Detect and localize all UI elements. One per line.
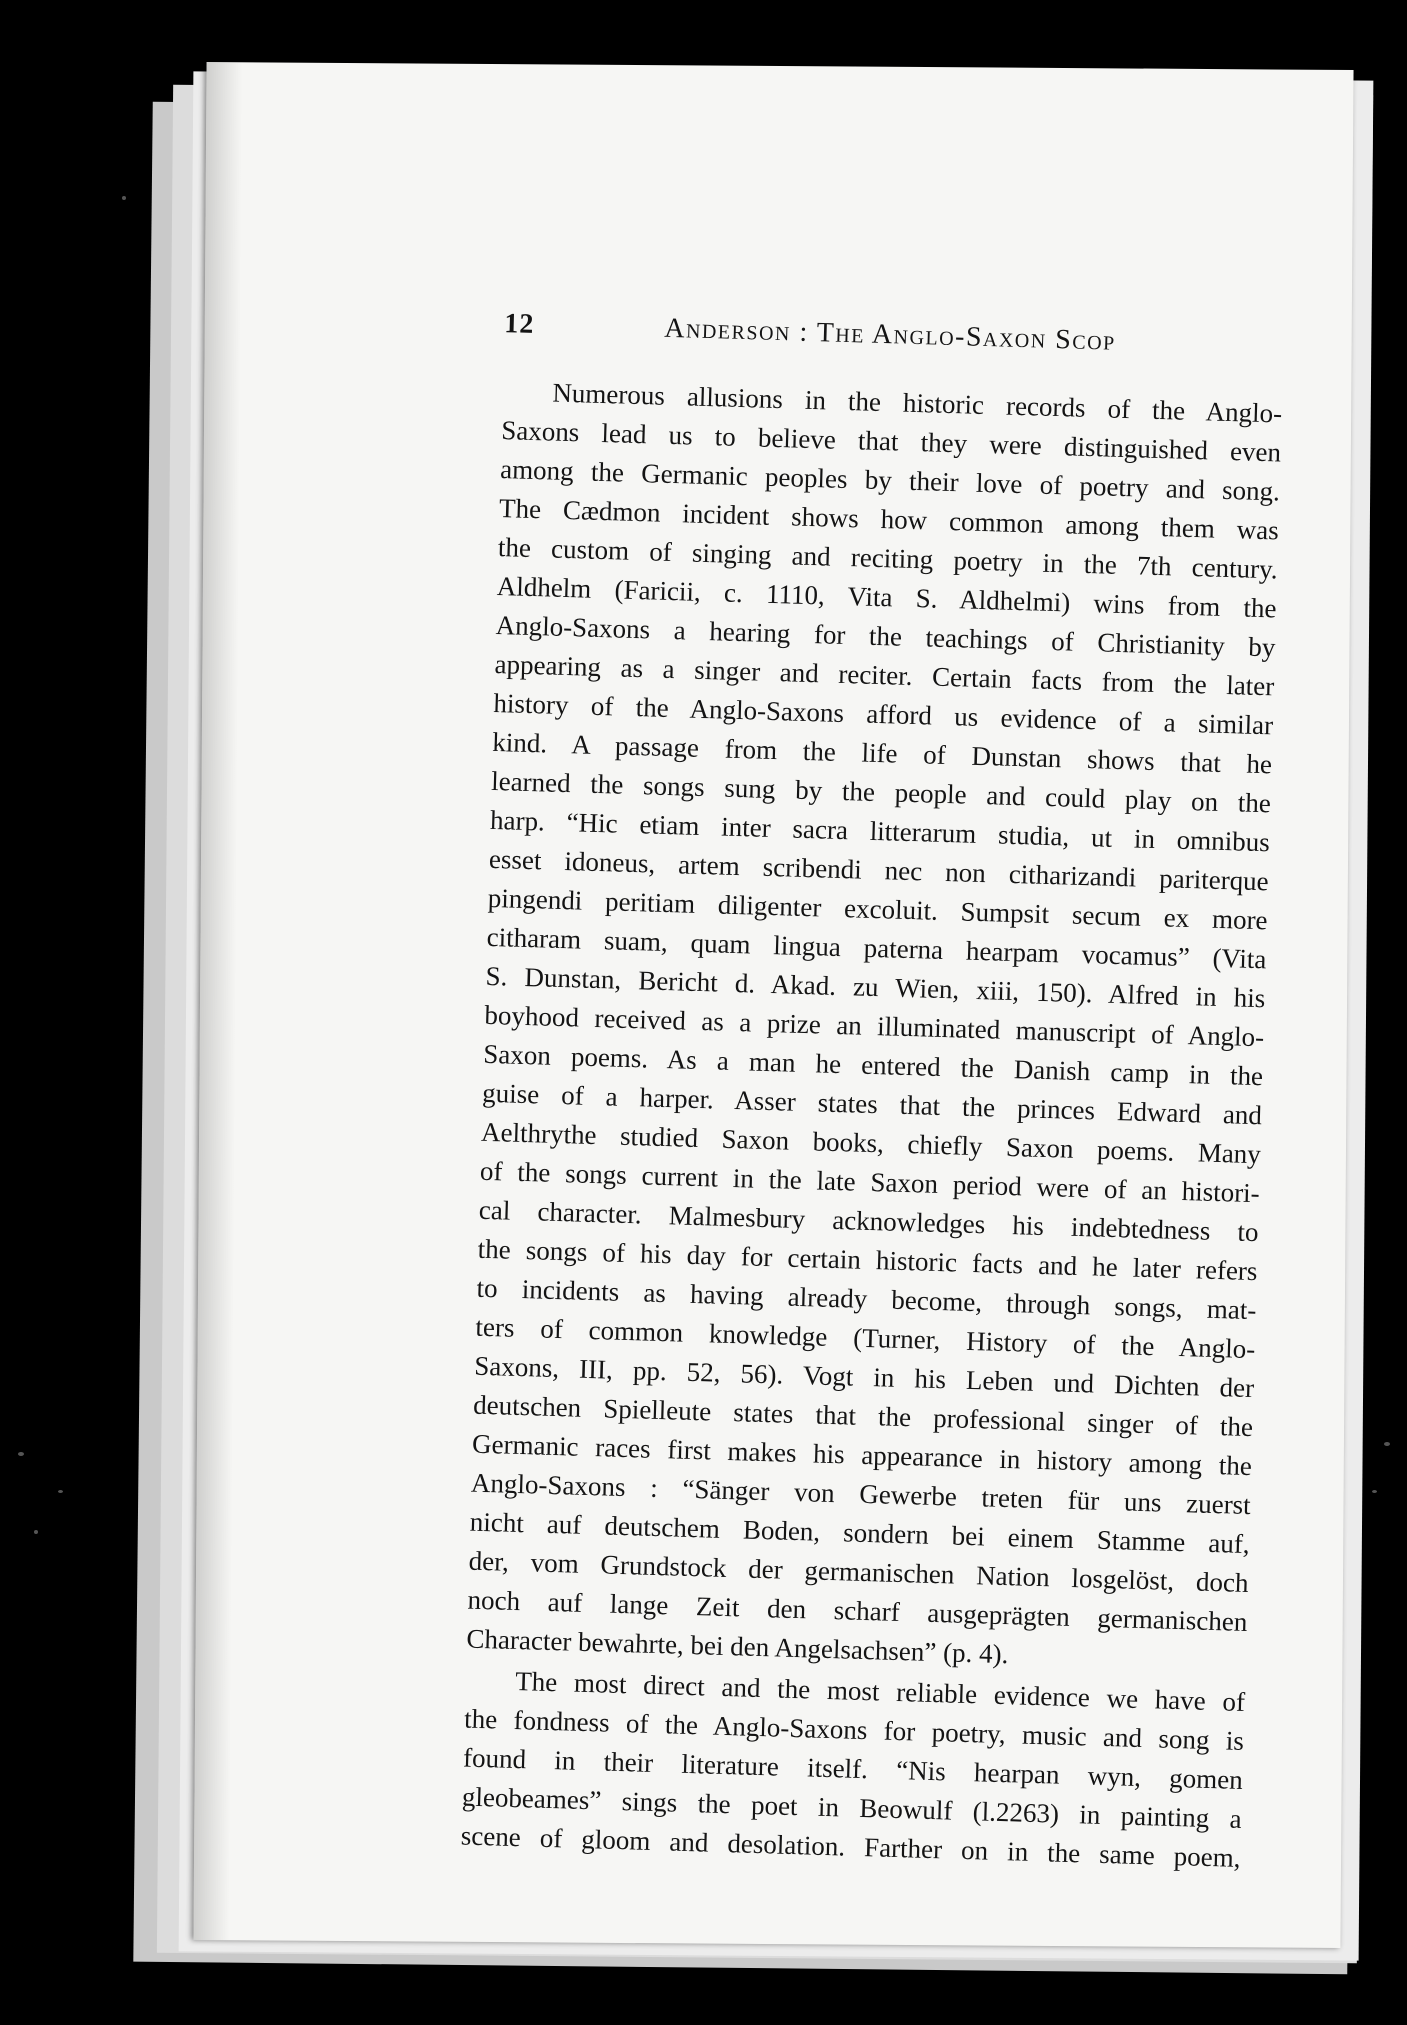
- scan-speck: [122, 196, 126, 200]
- text-line: to incidents as having already become, through songs, mat-: [476, 1272, 1257, 1326]
- text-line: Saxon poems. As a man he entered the Danish camp in the: [482, 1038, 1264, 1092]
- text-line: found in their literature itself. “Nis hearpan wyn, gomen: [462, 1742, 1244, 1795]
- scan-speck: [18, 1452, 24, 1456]
- page-number: 12: [503, 308, 535, 340]
- scan-speck: [1372, 1490, 1377, 1493]
- text-line: The Cædmon incident shows how common among them was: [498, 493, 1280, 546]
- text-line: ters of common knowledge (Turner, History of the Anglo-: [475, 1311, 1256, 1365]
- text-line: deutschen Spielleute states that the professional singer of the: [472, 1389, 1254, 1443]
- text-line: Saxons, III, pp. 52, 56). Vogt in his Leben und Dichten der: [473, 1350, 1255, 1404]
- text-line: citharam suam, quam lingua paterna hearpam vocamus” (Vita: [486, 921, 1267, 975]
- text-line: among the Germanic peoples by their love of poetry and song.: [499, 454, 1281, 507]
- text-line: harp. “Hic etiam inter sacra litterarum studia, ut in omnibus: [489, 804, 1271, 858]
- text-line: Saxons lead us to believe that they were distinguished even: [500, 415, 1282, 468]
- text-line: Anglo-Saxons : “Sänger von Gewerbe treten für uns zuerst: [470, 1467, 1252, 1521]
- text-line: of the songs current in the late Saxon period were of an histori-: [479, 1155, 1261, 1209]
- text-line: gleobeames” sings the poet in Beowulf (l.2263) in painting a: [461, 1781, 1243, 1834]
- text-line: S. Dunstan, Bericht d. Akad. zu Wien, xiii, 150). Alfred in his: [485, 960, 1266, 1014]
- text-line: Numerous allusions in the historic records of the Anglo-: [552, 377, 1283, 429]
- scan-speck: [34, 1530, 38, 1534]
- text-line: pingendi peritiam diligenter excoluit. Sumpsit secum ex more: [487, 882, 1268, 936]
- text-line: the songs of his day for certain historic facts and he later refers: [477, 1233, 1258, 1287]
- text-line: der, vom Grundstock der germanischen Nation losgelöst, doch: [468, 1545, 1249, 1599]
- text-line: the custom of singing and reciting poetry in the 7th century.: [497, 532, 1279, 585]
- text-line: cal character. Malmesbury acknowledges his indebtedness to: [478, 1194, 1259, 1248]
- text-line: Aldhelm (Faricii, c. 1110, Vita S. Aldhelmi) wins from the: [496, 570, 1277, 624]
- paragraph-2: [460, 1661, 1245, 1878]
- running-title: Anderson : The Anglo-Saxon Scop: [663, 312, 1117, 357]
- page-content: [460, 308, 1284, 1878]
- text-line: noch auf lange Zeit den scharf ausgeprägten germanischen: [467, 1584, 1248, 1638]
- text-line: Anglo-Saxons a hearing for the teachings of Christianity by: [495, 609, 1276, 663]
- text-line: The most direct and the most reliable evidence we have of: [514, 1665, 1246, 1717]
- text-line: guise of a harper. Asser states that the princes Edward and: [481, 1077, 1263, 1131]
- text-line: scene of gloom and desolation. Farther on in the same poem,: [460, 1820, 1241, 1873]
- scan-speck: [1384, 1442, 1390, 1446]
- text-line: the fondness of the Anglo-Saxons for poetry, music and song is: [463, 1703, 1245, 1756]
- scan-speck: [58, 1490, 63, 1493]
- text-line: learned the songs sung by the people and could play on the: [490, 765, 1272, 819]
- text-line: Germanic races first makes his appearance in history among the: [471, 1428, 1253, 1482]
- text-line: kind. A passage from the life of Dunstan shows that he: [491, 726, 1273, 780]
- text-line: nicht auf deutschem Boden, sondern bei einem Stamme auf,: [469, 1506, 1251, 1560]
- book-page: [193, 62, 1353, 1948]
- text-line: Character bewahrte, bei den Angelsachsen” (p. 4).: [466, 1623, 1009, 1670]
- text-line: history of the Anglo-Saxons afford us evidence of a similar: [493, 687, 1274, 741]
- text-line: boyhood received as a prize an illuminated manuscript of Anglo-: [484, 999, 1265, 1053]
- text-line: esset idoneus, artem scribendi nec non citharizandi pariterque: [488, 843, 1270, 897]
- running-head: [504, 308, 1285, 370]
- text-line: appearing as a singer and reciter. Certain facts from the later: [494, 648, 1275, 702]
- paragraph-1: [466, 372, 1283, 1681]
- text-line: Aelthrythe studied Saxon books, chiefly Saxon poems. Many: [480, 1116, 1262, 1170]
